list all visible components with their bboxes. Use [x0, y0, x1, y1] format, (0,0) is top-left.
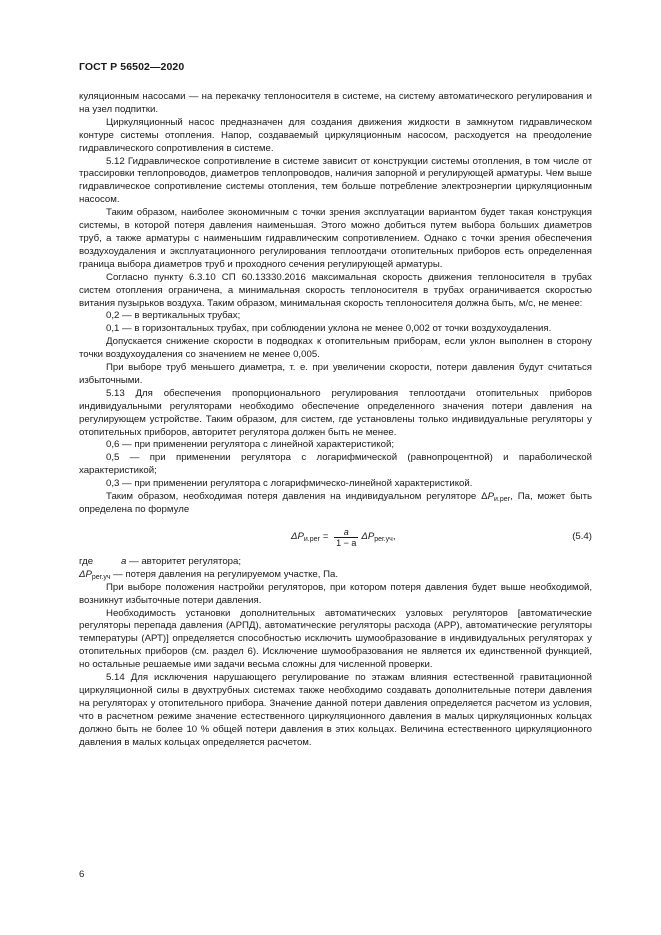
- paragraph: 0,6 — при применении регулятора с линейной характеристикой;: [106, 439, 394, 451]
- paragraph: 0,5 — при применении регулятора с логарифмической (равнопроцентной) и параболической характеристикой;: [79, 452, 592, 477]
- paragraph: 5.12 Гидравлическое сопротивление в системе зависит от конструкции системы отопления, в том числе от трассировки теплопроводов, диаметров теплопроводов, наличия запорной и регулирующей арматуры. Чем выше гидравлическое сопротивление системы отопления, тем больше потребление электроэнергии циркуляционным насосом.: [79, 155, 592, 206]
- where-item-2: $\Delta P_{рег.уч}$ — потеря давления на регулируемом участке, Па.: [79, 568, 339, 581]
- paragraph: 0,2 — в вертикальных трубах;: [106, 310, 241, 322]
- paragraph-group-b: [79, 582, 592, 750]
- paragraph: 5.14 Для исключения нарушающего регулирование по этажам влияния естественной гравитационной циркуляционной силы в двухтрубных системах также необходимо создавать дополнительные потери давления на регуляторах у отопительного прибора. Значение данной потери давления определяется расчетом из условия, что в расчетном режиме значение естественного циркуляционного давления в малых циркуляционных кольцах должно быть не более 10 % общей потери давления в этих кольцах. Величина естественного циркуляционного давления в малых кольцах определяется расчетом.: [79, 672, 592, 748]
- paragraph: Необходимость установки дополнительных автоматических узловых регуляторов [автоматические регуляторы перепада давления (АРПД), автоматические регуляторы расхода (АРР), автоматические регуляторы температуры (АРТ)] определяется способностью исключить шумообразование в индивидуальных регуляторах у отопительных приборов (см. раздел 6). Исключение шумообразования не является их единственной функцией, но остальные решаемые ими задачи весьма сложны для численной проверки.: [79, 607, 592, 671]
- formula-lhs: $\Delta P_{и.рег}$: [291, 530, 321, 543]
- paragraph: Таким образом, наиболее экономичным с точки зрения эксплуатации вариантом будет такая конструкция системы, в которой потеря давления наименьшая. Этого можно добиться путем выбора больших диаметров труб, а также арматуры с наименьшим гидравлическим сопротивлением. Однако с точки зрения обеспечения воздухоудаления и эксплуатационного регулирования теплоотдачи отопительных приборов есть определенная граница выбора диаметров труб и проходного сечения регулирующей арматуры.: [79, 207, 592, 270]
- formula-equals: =: [320, 530, 332, 542]
- paragraph: куляционным насосами — на перекачку теплоносителя в системе, на систему автоматического регулирования и на узел подпитки.: [79, 91, 592, 115]
- formula-lead-in: Таким образом, необходимая потеря давления на индивидуальном регуляторе $\Delta P_{и.рег}$, Па, может быть определена по формуле: [79, 491, 592, 515]
- where-item-1: где a — авторитет регулятора;: [79, 555, 242, 567]
- formula-rhs: $\Delta P_{рег.уч}$: [361, 530, 393, 543]
- body-text: [79, 91, 592, 750]
- paragraph: 5.13 Для обеспечения пропорционального регулирования теплоотдачи отопительных приборов индивидуальными регуляторами необходимо обеспечение определенного значения потери давления на регулирующем устройстве. Таким образом, для систем, где установлены только индивидуальные регуляторы у отопительных приборов, авторитет регулятора должен быть не менее.: [79, 387, 592, 438]
- paragraph-group-a: [79, 91, 592, 491]
- fraction-denominator: 1 − a: [336, 537, 357, 548]
- formula-expression: $\Delta P_{и.рег}$ = $\frac{a}{1 - a}$ $\Delta P_{рег.уч}$ ,: [291, 526, 396, 548]
- paragraph: Допускается снижение скорости в подводках к отопительным приборам, если уклон выполнен в сторону точки воздухоудаления со значением не менее 0,005.: [79, 336, 592, 361]
- formula-number: (5.4): [572, 530, 592, 542]
- paragraph: 0,3 — при применении регулятора с логарифмическо-линейной характеристикой.: [106, 478, 473, 490]
- paragraph: 0,1 — в горизонтальных трубах, при соблюдении уклона не менее 0,002 от точки воздухоудаления.: [106, 323, 552, 335]
- paragraph: Согласно пункту 6.3.10 СП 60.13330.2016 максимальная скорость движения теплоносителя в трубах систем отопления ограничена, а минимальная скорость теплоносителя в трубах ограничивается скоростью витания пузырьков воздуха. Таким образом, минимальная скорость теплоносителя должна быть, м/с, не менее:: [79, 271, 592, 309]
- formula-5-4: [79, 520, 592, 554]
- paragraph: При выборе положения настройки регуляторов, при котором потеря давления будет выше необходимой, возникнут избыточные потери давления.: [79, 581, 592, 606]
- page-number: 6: [79, 869, 85, 880]
- formula-fraction: [334, 527, 358, 548]
- paragraph: Циркуляционный насос предназначен для создания движения жидкости в замкнутом гидравлическом контуре системы отопления. Напор, создаваемый циркуляционным насосом, расходуется на преодоление гидравлического сопротивления в системе.: [79, 116, 592, 154]
- paragraph: При выборе труб меньшего диаметра, т. е. при увеличении скорости, потери давления будут считаться избыточными.: [79, 362, 592, 386]
- fraction-numerator: a: [343, 526, 349, 537]
- standard-header: ГОСТ Р 56502—2020: [79, 61, 185, 73]
